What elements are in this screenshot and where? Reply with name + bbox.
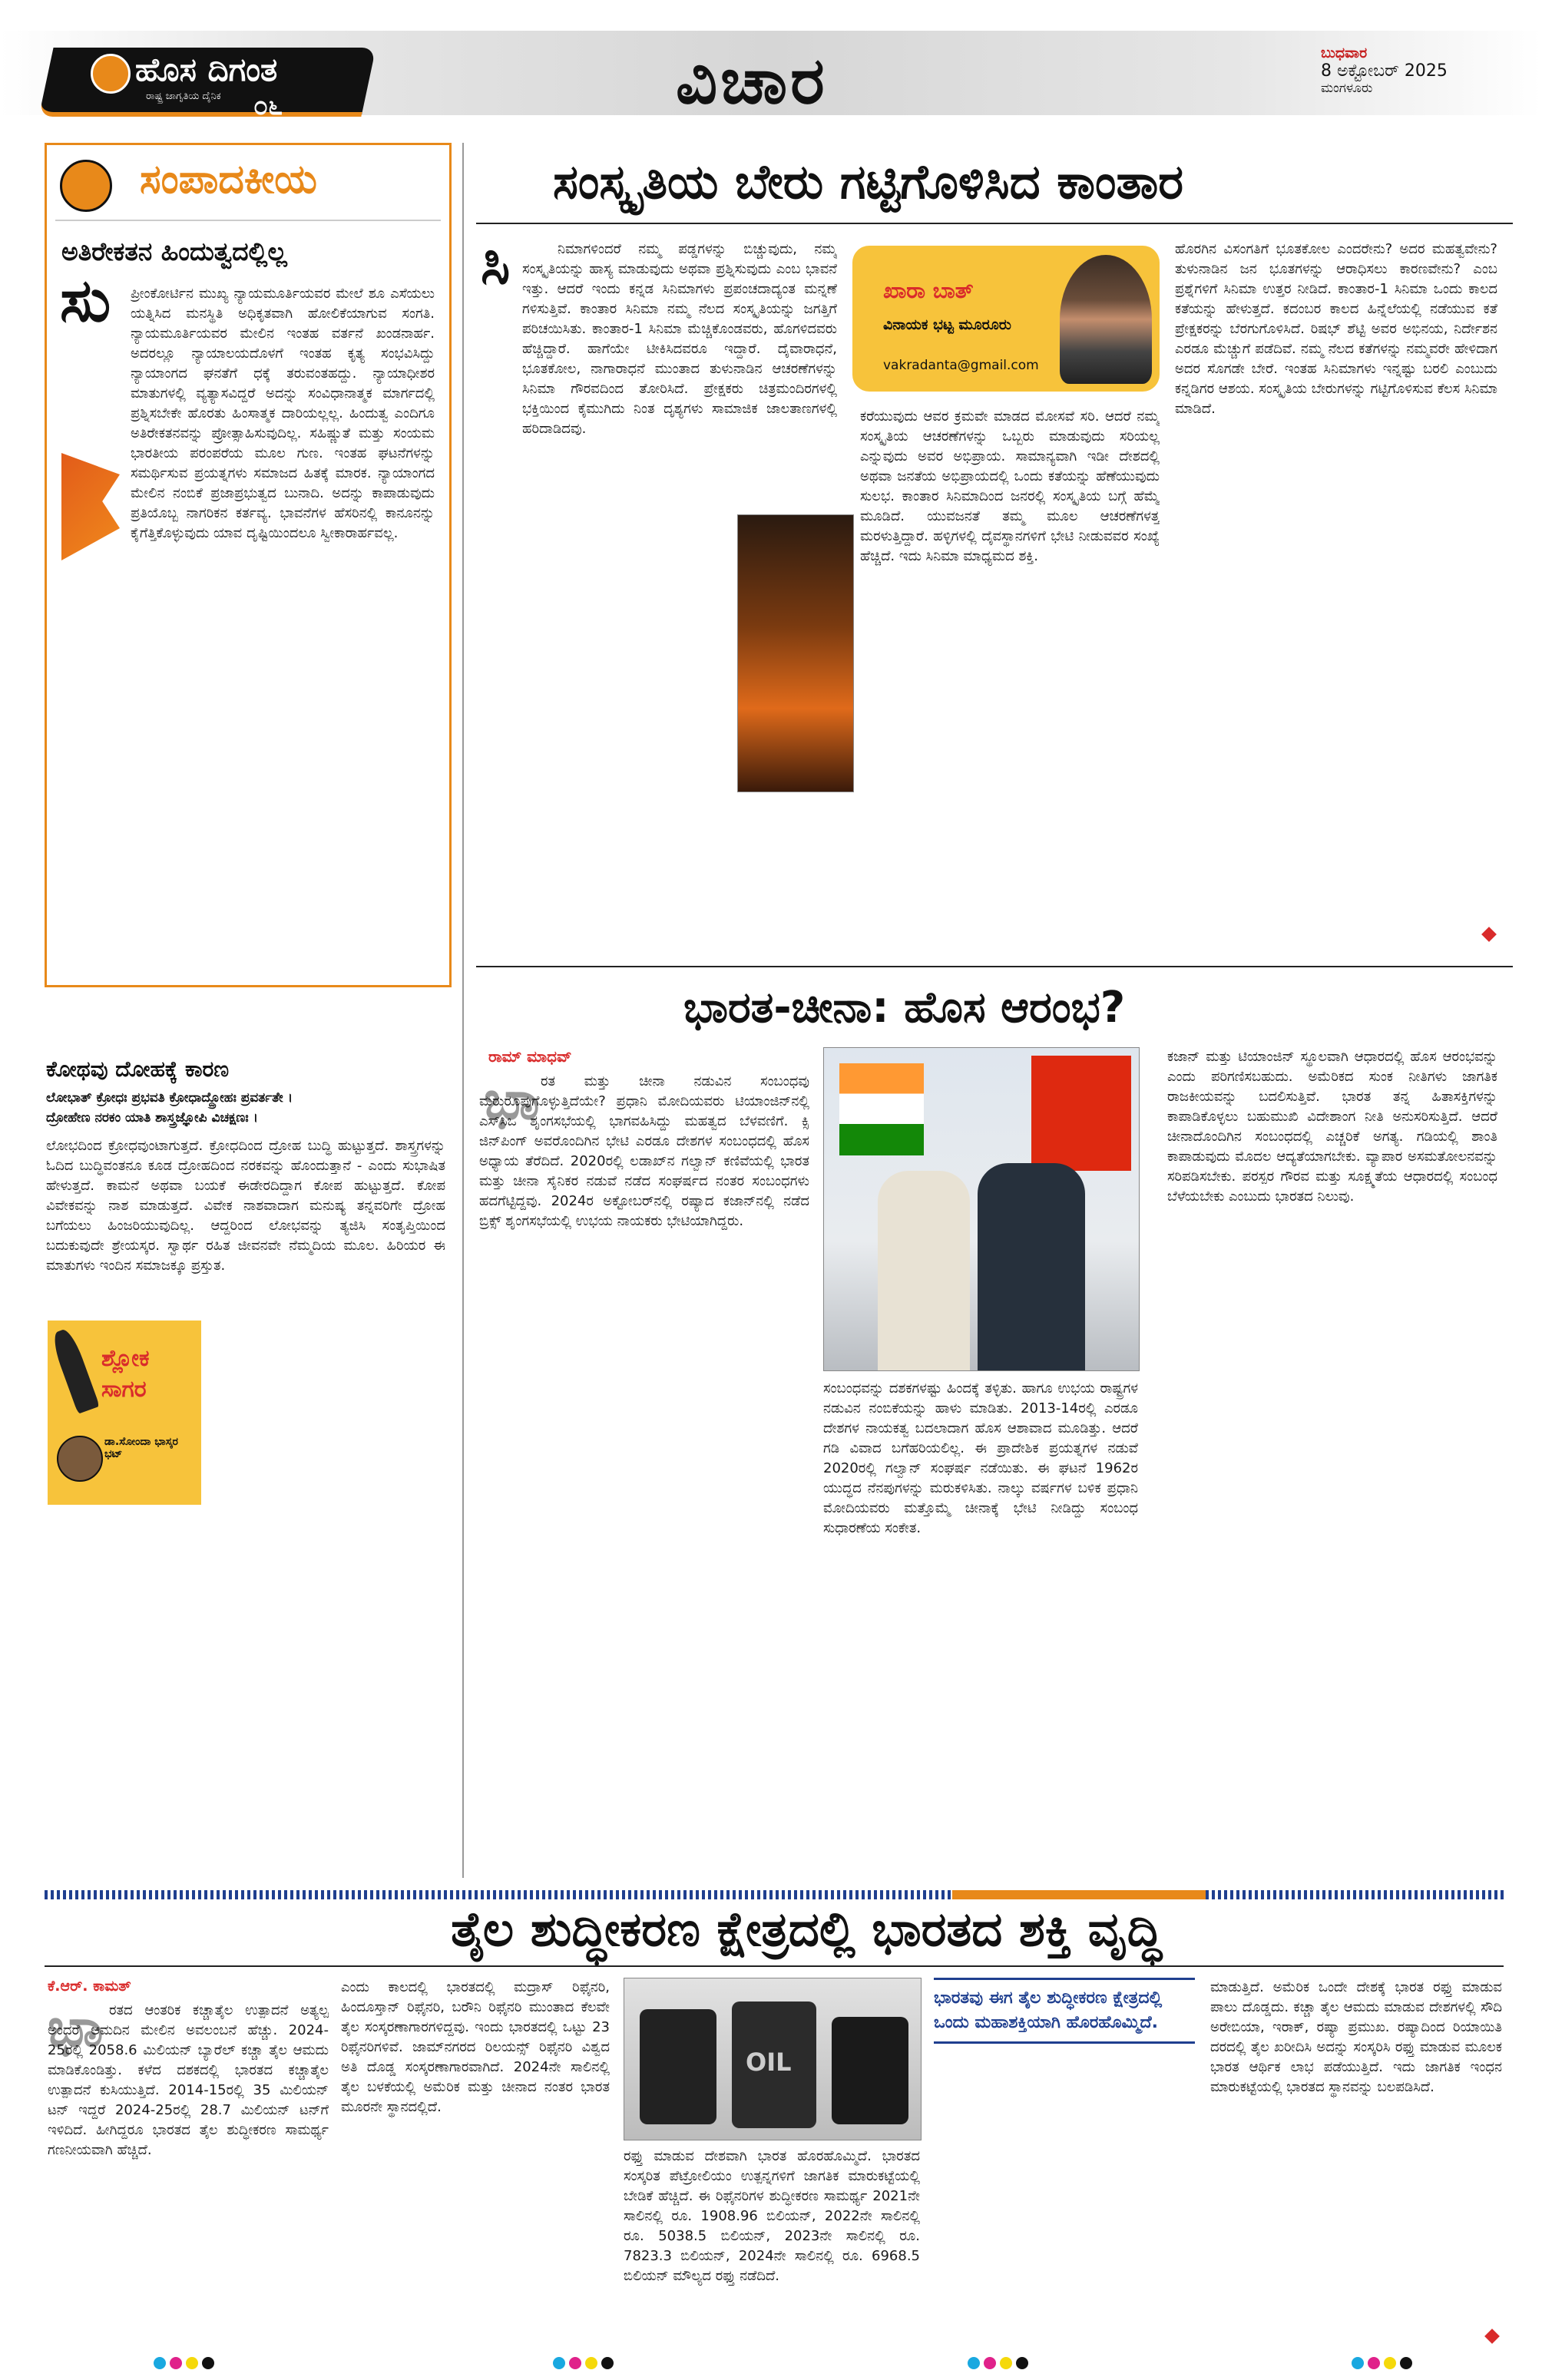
section-divider	[45, 1890, 1504, 1899]
yellow-dot-icon	[186, 2357, 198, 2369]
logo-text: ಹೊಸ ದಿಗಂತ	[135, 51, 278, 88]
editorial-dropcap: ಸು	[60, 266, 111, 336]
barrel-icon	[640, 2009, 716, 2124]
black-dot-icon	[601, 2357, 614, 2369]
magenta-dot-icon	[170, 2357, 182, 2369]
magenta-dot-icon	[1368, 2357, 1380, 2369]
weekday: ಬುಧವಾರ	[1321, 45, 1368, 61]
logo-emblem-icon	[91, 54, 131, 94]
quote-title: ಕೋಥವು ದೋಹಕ್ಕೆ ಕಾರಣ	[46, 1056, 230, 1082]
shloka-label: ಶ್ಲೋಕ ಸಾಗರ	[101, 1345, 150, 1403]
masthead-date-block	[1321, 45, 1505, 96]
article3-headline: ತೈಲ ಶುದ್ಧೀಕರಣ ಕ್ಷೇತ್ರದಲ್ಲಿ ಭಾರತದ ಶಕ್ತಿ ವೃದ್ಧಿ	[451, 1901, 1162, 1957]
article3-pullquote: ಭಾರತವು ಈಗ ತೈಲ ಶುದ್ಧೀಕರಣ ಕ್ಷೇತ್ರದಲ್ಲಿ ಒಂದು ಮಹಾಶಕ್ತಿಯಾಗಿ ಹೊರಹೊಮ್ಮಿದೆ.	[934, 1978, 1195, 2044]
article2-dropcap: ಭಾ	[484, 1069, 540, 1132]
chinese-flag-icon	[1031, 1056, 1131, 1171]
cyan-dot-icon	[1352, 2357, 1364, 2369]
barrel-label: OIL	[746, 2048, 792, 2077]
quote-line2: ದ್ರೋಹೇಣ ನರಕಂ ಯಾತಿ ಶಾಸ್ತ್ರಜ್ಞೋಪಿ ವಿಚಕ್ಷಣಃ ।	[46, 1110, 258, 1126]
article2-headline: ಭಾರತ-ಚೀನಾ: ಹೊಸ ಆರಂಭ?	[683, 983, 1126, 1033]
article2-author: ರಾಮ್ ಮಾಧವ್	[488, 1047, 572, 1066]
author-avatar	[57, 1436, 103, 1482]
shloka-sagara-badge	[48, 1321, 201, 1505]
cyan-dot-icon	[154, 2357, 166, 2369]
article3-col2: ಎಂದು ಕಾಲದಲ್ಲಿ ಭಾರತದಲ್ಲಿ ಮದ್ರಾಸ್ ರಿಫೈನರಿ, ಹಿಂದೂಸ್ತಾನ್ ರಿಫೈನರಿ, ಬರೌನಿ ರಿಫೈನರಿ ಮುಂತಾದ ಕೆಲವೇ ತೈಲ ಸಂಸ್ಕರಣಾಗಾರಗಳಿದ್ದವು. ಇಂದು ಭಾರತದಲ್ಲಿ ಒಟ್ಟು 23 ರಿಫೈನರಿಗಳಿವೆ. ಜಾಮ್‌ನಗರದ ರಿಲಯನ್ಸ್ ರಿಫೈನರಿ ವಿಶ್ವದ ಅತಿ ದೊಡ್ಡ ಸಂಸ್ಕರಣಾಗಾರವಾಗಿದೆ. 2024ನೇ ಸಾಲಿನಲ್ಲಿ ತೈಲ ಬಳಕೆಯಲ್ಲಿ ಅಮೆರಿಕ ಮತ್ತು ಚೀನಾದ ನಂತರ ಭಾರತ ಮೂರನೇ ಸ್ಥಾನದಲ್ಲಿದೆ.	[341, 1979, 610, 2115]
editorial-body: ಪ್ರೀಂಕೋರ್ಟಿನ ಮುಖ್ಯ ನ್ಯಾಯಮೂರ್ತಿಯವರ ಮೇಲೆ ಶೂ ಎಸೆಯಲು ಯತ್ನಿಸಿದ ಮನಸ್ಥಿತಿ ಅಧಿಕೃತವಾಗಿ ಹೋಲಿಕೆಯಾಗುವ ಸಂಗತಿ. ನ್ಯಾಯಮೂರ್ತಿಯವರ ಮೇಲಿನ ಇಂತಹ ವರ್ತನೆ ಖಂಡನಾರ್ಹ. ಅದರಲ್ಲೂ ನ್ಯಾಯಾಲಯದೊಳಗೆ ಇಂತಹ ಕೃತ್ಯ ಸಂಭವಿಸಿದ್ದು ನ್ಯಾಯಾಂಗದ ಘನತೆಗೆ ಧಕ್ಕೆ ತರುವಂತಹದ್ದು. ನ್ಯಾಯಾಧೀಶರ ಮಾತುಗಳಲ್ಲಿ ವ್ಯತ್ಯಾಸವಿದ್ದರೆ ಅದನ್ನು ಸಂವಿಧಾನಾತ್ಮಕ ಮಾರ್ಗದಲ್ಲಿ ಪ್ರಶ್ನಿಸಬೇಕೇ ಹೊರತು ಹಿಂಸಾತ್ಮಕ ದಾರಿಯಲ್ಲಲ್ಲ. ಹಿಂದುತ್ವ ಎಂದಿಗೂ ಅತಿರೇಕತನವನ್ನು ಪ್ರೋತ್ಸಾಹಿಸುವುದಿಲ್ಲ. ಸಹಿಷ್ಣುತೆ ಮತ್ತು ಸಂಯಮ ಭಾರತೀಯ ಪರಂಪರೆಯ ಮೂಲ ಗುಣ. ಇಂತಹ ಘಟನೆಗಳನ್ನು ಸಮರ್ಥಿಸುವ ಪ್ರಯತ್ನಗಳು ಸಮಾಜದ ಹಿತಕ್ಕೆ ಮಾರಕ. ನ್ಯಾಯಾಂಗದ ಮೇಲಿನ ನಂಬಿಕೆ ಪ್ರಜಾಪ್ರಭುತ್ವದ ಬುನಾದಿ. ಅದನ್ನು ಕಾಪಾಡುವುದು ಪ್ರತಿಯೊಬ್ಬ ನಾಗರಿಕನ ಕರ್ತವ್ಯ. ಭಾವನೆಗಳ ಹೆಸರಿನಲ್ಲಿ ಕಾನೂನನ್ನು ಕೈಗೆತ್ತಿಕೊಳ್ಳುವುದು ಯಾವ ದೃಷ್ಟಿಯಿಂದಲೂ ಸ್ವೀಕಾರಾರ್ಹವಲ್ಲ.	[131, 286, 435, 541]
article3-col3: ರಫ್ತು ಮಾಡುವ ದೇಶವಾಗಿ ಭಾರತ ಹೊರಹೊಮ್ಮಿದೆ. ಭಾರತದ ಸಂಸ್ಕರಿತ ಪೆಟ್ರೋಲಿಯಂ ಉತ್ಪನ್ನಗಳಿಗೆ ಜಾಗತಿಕ ಮಾರುಕಟ್ಟೆಯಲ್ಲಿ ಬೇಡಿಕೆ ಹೆಚ್ಚಿದೆ. ಈ ರಿಫೈನರಿಗಳ ಶುದ್ಧೀಕರಣ ಸಾಮರ್ಥ್ಯ 2021ನೇ ಸಾಲಿನಲ್ಲಿ ರೂ. 1908.96 ಬಿಲಿಯನ್, 2022ನೇ ಸಾಲಿನಲ್ಲಿ ರೂ. 5038.5 ಬಿಲಿಯನ್, 2023ನೇ ಸಾಲಿನಲ್ಲಿ ರೂ. 7823.3 ಬಿಲಿಯನ್, 2024ನೇ ಸಾಲಿನಲ್ಲಿ ರೂ. 6968.5 ಬಿಲಿಯನ್ ಮೌಲ್ಯದ ರಫ್ತು ನಡೆದಿದೆ.	[624, 2148, 920, 2284]
article2-col2: ಸಂಬಂಧವನ್ನು ದಶಕಗಳಷ್ಟು ಹಿಂದಕ್ಕೆ ತಳ್ಳಿತು. ಹಾಗೂ ಉಭಯ ರಾಷ್ಟ್ರಗಳ ನಡುವಿನ ನಂಬಿಕೆಯನ್ನು ಹಾಳು ಮಾಡಿತು. 2013-14ರಲ್ಲಿ ಎರಡೂ ದೇಶಗಳ ನಾಯಕತ್ವ ಬದಲಾದಾಗ ಹೊಸ ಆಶಾವಾದ ಮೂಡಿತ್ತು. ಆದರೆ ಗಡಿ ವಿವಾದ ಬಗೆಹರಿಯಲಿಲ್ಲ. ಈ ಪ್ರಾದೇಶಿಕ ಪ್ರಯತ್ನಗಳ ನಡುವೆ 2020ರಲ್ಲಿ ಗಲ್ವಾನ್ ಸಂಘರ್ಷ ನಡೆಯಿತು. ಈ ಘಟನೆ 1962ರ ಯುದ್ಧದ ನೆನಪುಗಳನ್ನು ಮರುಕಳಿಸಿತು. ನಾಲ್ಕು ವರ್ಷಗಳ ಬಳಿಕ ಪ್ರಧಾನಿ ಮೋದಿಯವರು ಮತ್ತೊಮ್ಮೆ ಚೀನಾಕ್ಕೆ ಭೇಟಿ ನೀಡಿದ್ದು ಸಂಬಂಧ ಸುಧಾರಣೆಯ ಸಂಕೇತ.	[823, 1380, 1138, 1536]
article1-email: vakradanta@gmail.com	[883, 358, 1039, 373]
quote-body: ಲೋಭದಿಂದ ಕ್ರೋಧವುಂಟಾಗುತ್ತದೆ. ಕ್ರೋಧದಿಂದ ದ್ರೋಹ ಬುದ್ಧಿ ಹುಟ್ಟುತ್ತದೆ. ಶಾಸ್ತ್ರಗಳನ್ನು ಓದಿದ ಬುದ್ಧಿವಂತನೂ ಕೂಡ ದ್ರೋಹದಿಂದ ನರಕವನ್ನು ಹೊಂದುತ್ತಾನೆ - ಎಂದು ಸುಭಾಷಿತ ಹೇಳುತ್ತದೆ. ಕಾಮನೆ ಅಥವಾ ಬಯಕೆ ಈಡೇರದಿದ್ದಾಗ ಕೋಪ ಹುಟ್ಟುತ್ತದೆ. ಕೋಪ ವಿವೇಕವನ್ನು ನಾಶ ಮಾಡುತ್ತದೆ. ವಿವೇಕ ನಾಶವಾದಾಗ ಮನುಷ್ಯ ತನ್ನವರಿಗೇ ದ್ರೋಹ ಬಗೆಯಲು ಹಿಂಜರಿಯುವುದಿಲ್ಲ. ಆದ್ದರಿಂದ ಲೋಭವನ್ನು ತ್ಯಜಿಸಿ ಸಂತೃಪ್ತಿಯಿಂದ ಬದುಕುವುದೇ ಶ್ರೇಯಸ್ಕರ. ಸ್ವಾರ್ಥ ರಹಿತ ಜೀವನವೇ ನೆಮ್ಮದಿಯ ಮೂಲ. ಹಿರಿಯರ ಈ ಮಾತುಗಳು ಇಂದಿನ ಸಮಾಜಕ್ಕೂ ಪ್ರಸ್ತುತ.	[46, 1138, 445, 1274]
article2-col3: ಕಜಾನ್ ಮತ್ತು ಟಿಯಾಂಜಿನ್ ಸ್ಥೂಲವಾಗಿ ಆಧಾರದಲ್ಲಿ ಹೊಸ ಆರಂಭವನ್ನು ಎಂದು ಪರಿಗಣಿಸಬಹುದು. ಅಮೆರಿಕದ ಸುಂಕ ನೀತಿಗಳು ಜಾಗತಿಕ ರಾಜಕೀಯವನ್ನು ಬದಲಿಸುತ್ತಿವೆ. ಭಾರತ ತನ್ನ ಹಿತಾಸಕ್ತಿಗಳನ್ನು ಕಾಪಾಡಿಕೊಳ್ಳಲು ಬಹುಮುಖಿ ವಿದೇಶಾಂಗ ನೀತಿ ಅನುಸರಿಸುತ್ತಿದೆ. ಆದರೆ ಚೀನಾದೊಂದಿಗಿನ ಸಂಬಂಧದಲ್ಲಿ ಎಚ್ಚರಿಕೆ ಅಗತ್ಯ. ಗಡಿಯಲ್ಲಿ ಶಾಂತಿ ಕಾಪಾಡುವುದು ಮೊದಲ ಆದ್ಯತೆಯಾಗಬೇಕು. ವ್ಯಾಪಾರ ಅಸಮತೋಲನವನ್ನು ಸರಿಪಡಿಸಬೇಕು. ಪರಸ್ಪರ ಗೌರವ ಮತ್ತು ಸೂಕ್ಷ್ಮತೆಯ ಆಧಾರದಲ್ಲಿ ಸಂಬಂಧ ಬೆಳೆಯಬೇಕು ಎಂಬುದು ಭಾರತದ ನಿಲುವು.	[1167, 1049, 1497, 1205]
article1-end-icon	[1481, 927, 1497, 942]
logo-tagline: ರಾಷ್ಟ್ರ ಜಾಗೃತಿಯ ದೈನಿಕ	[146, 91, 221, 102]
registration-marks-right	[1352, 2357, 1416, 2372]
article1-col3: ಹೊರಗಿನ ವಿಸಂಗತಿಗೆ ಭೂತಕೋಲ ಎಂದರೇನು? ಅದರ ಮಹತ್ವವೇನು? ತುಳುನಾಡಿನ ಜನ ಭೂತಗಳನ್ನು ಆರಾಧಿಸಲು ಕಾರಣವೇನು? ಎಂಬ ಪ್ರಶ್ನೆಗಳಿಗೆ ಸಿನಿಮಾ ಉತ್ತರ ನೀಡಿದೆ. ಕಾಂತಾರ-1 ಸಿನಿಮಾ ಒಂದು ಕಾಲದ ಕತೆಯನ್ನು ಹೇಳುತ್ತದೆ. ಕದಂಬರ ಕಾಲದ ಹಿನ್ನೆಲೆಯಲ್ಲಿ ನಡೆಯುವ ಕತೆ ಪ್ರೇಕ್ಷಕರನ್ನು ಬೆರಗುಗೊಳಿಸಿದೆ. ರಿಷಭ್ ಶೆಟ್ಟಿ ಅವರ ಅಭಿನಯ, ನಿರ್ದೇಶನ ಎರಡೂ ಮೆಚ್ಚುಗೆ ಪಡೆದಿವೆ. ನಮ್ಮ ನೆಲದ ಕತೆಗಳನ್ನು ನಮ್ಮವರೇ ಹೇಳಿದಾಗ ಅದರ ಸೊಗಡೇ ಬೇರೆ. ಇಂತಹ ಸಿನಿಮಾಗಳು ಇನ್ನಷ್ಟು ಬರಲಿ ಎಂಬುದು ಕನ್ನಡಿಗರ ಆಶಯ. ಸಂಸ್ಕೃತಿಯ ಬೇರುಗಳನ್ನು ಗಟ್ಟಿಗೊಳಿಸುವ ಕೆಲಸ ಸಿನಿಮಾ ಮಾಡಿದೆ.	[1175, 241, 1497, 417]
author-photo	[1060, 255, 1152, 384]
article3-top-rule	[45, 1965, 1504, 1967]
shloka-author: ಡಾ.ಸೋಂದಾ ಭಾಸ್ಕರ ಭಟ್	[104, 1436, 178, 1460]
yellow-dot-icon	[1384, 2357, 1396, 2369]
article1-author: ವಿನಾಯಕ ಭಟ್ಟ ಮೂರೂರು	[883, 316, 1011, 333]
registration-marks-left	[154, 2357, 218, 2372]
article1-top-rule	[476, 223, 1513, 224]
quill-icon	[49, 1327, 100, 1414]
article1-col2: ಕರೆಯುವುದು ಆವರ ಕ್ರಮವೇ ಮಾಡದ ಮೋಸವೆ ಸರಿ. ಆದರೆ ನಮ್ಮ ಸಂಸ್ಕೃತಿಯ ಆಚರಣೆಗಳನ್ನು ಒಬ್ಬರು ಮಾಡುವುದು ಸರಿಯಲ್ಲ ಎನ್ನುವುದು ಅವರ ಅಭಿಪ್ರಾಯ. ಸಾಮಾನ್ಯವಾಗಿ ಇಡೀ ದೇಶದಲ್ಲಿ ಅಥವಾ ಜನತೆಯ ಅಭಿಪ್ರಾಯದಲ್ಲಿ ಒಂದು ಕತೆಯನ್ನು ಹೆಣೆಯುವುದು ಸುಲಭ. ಕಾಂತಾರ ಸಿನಿಮಾದಿಂದ ಜನರಲ್ಲಿ ಸಂಸ್ಕೃತಿಯ ಬಗ್ಗೆ ಹೆಮ್ಮೆ ಮೂಡಿದೆ. ಯುವಜನತೆ ತಮ್ಮ ಮೂಲ ಆಚರಣೆಗಳತ್ತ ಮರಳುತ್ತಿದ್ದಾರೆ. ಹಳ್ಳಿಗಳಲ್ಲಿ ದೈವಸ್ಥಾನಗಳಿಗೆ ಭೇಟಿ ನೀಡುವವರ ಸಂಖ್ಯೆ ಹೆಚ್ಚಿದೆ. ಇದು ಸಿನಿಮಾ ಮಾಧ್ಯಮದ ಶಕ್ತಿ.	[860, 408, 1160, 564]
date: 8 ಅಕ್ಟೋಬರ್ 2025	[1321, 61, 1448, 81]
barrel-icon	[732, 2002, 816, 2128]
yellow-dot-icon	[1000, 2357, 1012, 2369]
left-column-rule	[462, 143, 464, 1878]
barrel-icon	[832, 2017, 908, 2124]
editorial-headline: ಅತಿರೇಕತನ ಹಿಂದುತ್ವದಲ್ಲಿಲ್ಲ	[61, 236, 287, 266]
black-dot-icon	[1016, 2357, 1028, 2369]
registration-marks-center-left	[553, 2357, 617, 2372]
editorial-header	[55, 154, 441, 221]
article3-col4: ಮಾಡುತ್ತಿದೆ. ಅಮೆರಿಕ ಒಂದೇ ದೇಶಕ್ಕೆ ಭಾರತ ರಫ್ತು ಮಾಡುವ ಪಾಲು ದೊಡ್ಡದು. ಕಚ್ಚಾ ತೈಲ ಆಮದು ಮಾಡುವ ದೇಶಗಳಲ್ಲಿ ಸೌದಿ ಅರೇಬಿಯಾ, ಇರಾಕ್, ರಷ್ಯಾ ಪ್ರಮುಖ. ರಷ್ಯಾದಿಂದ ರಿಯಾಯಿತಿ ದರದಲ್ಲಿ ತೈಲ ಖರೀದಿಸಿ ಅದನ್ನು ಸಂಸ್ಕರಿಸಿ ರಫ್ತು ಮಾಡುವ ಮೂಲಕ ಭಾರತ ಆರ್ಥಿಕ ಲಾಭ ಪಡೆಯುತ್ತಿದೆ. ಇದು ಜಾಗತಿಕ ಇಂಧನ ಮಾರುಕಟ್ಟೆಯಲ್ಲಿ ಭಾರತದ ಸ್ಥಾನವನ್ನು ಬಲಪಡಿಸಿದೆ.	[1210, 1979, 1502, 2095]
oil-barrels-image	[624, 1978, 922, 2140]
leader-right-figure	[978, 1163, 1085, 1370]
article1-headline: ಸಂಸ್ಕೃತಿಯ ಬೇರು ಗಟ್ಟಿಗೊಳಿಸಿದ ಕಾಂತಾರ	[553, 154, 1184, 210]
cyan-dot-icon	[968, 2357, 980, 2369]
section-divider-accent	[952, 1890, 1206, 1899]
article3-author: ಕೆ.ಆರ್. ಕಾಮತ್	[48, 1978, 131, 1995]
leader-left-figure	[878, 1171, 970, 1370]
article3-col1: ರತದ ಆಂತರಿಕ ಕಚ್ಚಾತೈಲ ಉತ್ಪಾದನೆ ಅತ್ಯಲ್ಪ ಅಂದರೆ ಆಮದಿನ ಮೇಲಿನ ಅವಲಂಬನೆ ಹೆಚ್ಚು. 2024-25ರಲ್ಲಿ 2058.6 ಮಿಲಿಯನ್ ಬ್ಯಾರೆಲ್ ಕಚ್ಚಾ ತೈಲ ಆಮದು ಮಾಡಿಕೊಂಡಿತ್ತು. ಕಳೆದ ದಶಕದಲ್ಲಿ ಭಾರತದ ಕಚ್ಚಾತೈಲ ಉತ್ಪಾದನೆ ಕುಸಿಯುತ್ತಿದೆ. 2014-15ರಲ್ಲಿ 35 ಮಿಲಿಯನ್ ಟನ್ ಇದ್ದರೆ 2024-25ರಲ್ಲಿ 28.7 ಮಿಲಿಯನ್ ಟನ್‌ಗೆ ಇಳಿದಿದೆ. ಹೀಗಿದ್ದರೂ ಭಾರತದ ತೈಲ ಶುದ್ಧೀಕರಣ ಸಾಮರ್ಥ್ಯ ಗಣನೀಯವಾಗಿ ಹೆಚ್ಚಿದೆ.	[48, 2002, 329, 2158]
article1-dropcap: ಸಿ	[481, 232, 511, 296]
quote-line1: ಲೋಭಾತ್ ಕ್ರೋಧಃ ಪ್ರಭವತಿ ಕ್ರೋಧಾದ್ದ್ರೋಹಃ ಪ್ರವರ್ತತೇ ।	[46, 1090, 293, 1106]
magenta-dot-icon	[569, 2357, 581, 2369]
cyan-dot-icon	[553, 2357, 565, 2369]
editorial-header-title: ಸಂಪಾದಕೀಯ	[140, 157, 317, 203]
article2-top-rule	[476, 966, 1513, 967]
section-title: ವಿಚಾರ	[676, 43, 828, 118]
black-dot-icon	[202, 2357, 214, 2369]
city: ಮಂಗಳೂರು	[1321, 81, 1373, 96]
article1-author-box	[852, 246, 1160, 392]
indian-flag-icon	[839, 1063, 924, 1155]
page-number: ೦೬	[253, 91, 283, 121]
kantara-poster-image	[737, 514, 854, 792]
yellow-dot-icon	[585, 2357, 597, 2369]
column-name: ಖಾರಾ ಬಾತ್	[883, 278, 974, 303]
article2-col1: ರತ ಮತ್ತು ಚೀನಾ ನಡುವಿನ ಸಂಬಂಧವು ಮರುರೂಪುಗೊಳ್ಳುತ್ತಿದೆಯೇ? ಪ್ರಧಾನಿ ಮೋದಿಯವರು ಟಿಯಾಂಜಿನ್‌ನಲ್ಲಿ ಎಸ್‌ಸಿಒ ಶೃಂಗಸಭೆಯಲ್ಲಿ ಭಾಗವಹಿಸಿದ್ದು ಮಹತ್ವದ ಬೆಳವಣಿಗೆ. ಕ್ಸಿ ಜಿನ್‌ಪಿಂಗ್ ಅವರೊಂದಿಗಿನ ಭೇಟಿ ಎರಡೂ ದೇಶಗಳ ಸಂಬಂಧದಲ್ಲಿ ಹೊಸ ಅಧ್ಯಾಯ ತೆರೆದಿದೆ. 2020ರಲ್ಲಿ ಲಡಾಖ್‌ನ ಗಲ್ವಾನ್ ಕಣಿವೆಯಲ್ಲಿ ಭಾರತ ಮತ್ತು ಚೀನಾ ಸೈನಿಕರ ನಡುವೆ ನಡೆದ ಸಂಘರ್ಷದ ನಂತರ ಸಂಬಂಧಗಳು ಹದಗೆಟ್ಟಿದ್ದವು. 2024ರ ಅಕ್ಟೋಬರ್‌ನಲ್ಲಿ ರಷ್ಯಾದ ಕಜಾನ್‌ನಲ್ಲಿ ನಡೆದ ಬ್ರಿಕ್ಸ್ ಶೃಂಗಸಭೆಯಲ್ಲಿ ಉಭಯ ನಾಯಕರು ಭೇಟಿಯಾಗಿದ್ದರು.	[479, 1073, 809, 1229]
modi-xi-handshake-image	[823, 1047, 1140, 1371]
black-dot-icon	[1400, 2357, 1412, 2369]
registration-marks-center-right	[968, 2357, 1032, 2372]
article1-col1: ನಿಮಾಗಳಿಂದರೆ ನಮ್ಮ ಪಡ್ಡಗಳನ್ನು ಬಿಚ್ಚುವುದು, ನಮ್ಮ ಸಂಸ್ಕೃತಿಯನ್ನು ಹಾಸ್ಯ ಮಾಡುವುದು ಅಥವಾ ಪ್ರಶ್ನಿಸುವುದು ಎಂಬ ಭಾವನೆ ಇತ್ತು. ಆದರೆ ಇಂದು ಕನ್ನಡ ಸಿನಿಮಾಗಳು ಪ್ರಪಂಚದಾದ್ಯಂತ ಮನ್ನಣೆ ಗಳಿಸುತ್ತಿವೆ. ಕಾಂತಾರ ಸಿನಿಮಾ ನಮ್ಮ ನೆಲದ ಸಂಸ್ಕೃತಿಯನ್ನು ಜಗತ್ತಿಗೆ ಪರಿಚಯಿಸಿತು. ಕಾಂತಾರ-1 ಸಿನಿಮಾ ಮೆಚ್ಚಿಕೊಂಡವರು, ಹೊಗಳಿದವರು ಹೆಚ್ಚಿದ್ದಾರೆ. ಹಾಗೆಯೇ ಟೀಕಿಸಿದವರೂ ಇದ್ದಾರೆ. ದೈವಾರಾಧನೆ, ಭೂತಕೋಲ, ನಾಗಾರಾಧನೆ ಮುಂತಾದ ತುಳುನಾಡಿನ ಆಚರಣೆಗಳನ್ನು ಸಿನಿಮಾ ಗೌರವದಿಂದ ತೋರಿಸಿದೆ. ಪ್ರೇಕ್ಷಕರು ಚಿತ್ರಮಂದಿರಗಳಲ್ಲಿ ಭಕ್ತಿಯಿಂದ ಕೈಮುಗಿದು ನಿಂತ ದೃಶ್ಯಗಳು ಸಾಮಾಜಿಕ ಜಾಲತಾಣಗಳಲ್ಲಿ ಹರಿದಾಡಿದವು.	[522, 241, 837, 437]
magenta-dot-icon	[984, 2357, 996, 2369]
editorial-emblem-icon	[60, 160, 112, 212]
article3-dropcap: ಭಾ	[48, 1996, 104, 2059]
